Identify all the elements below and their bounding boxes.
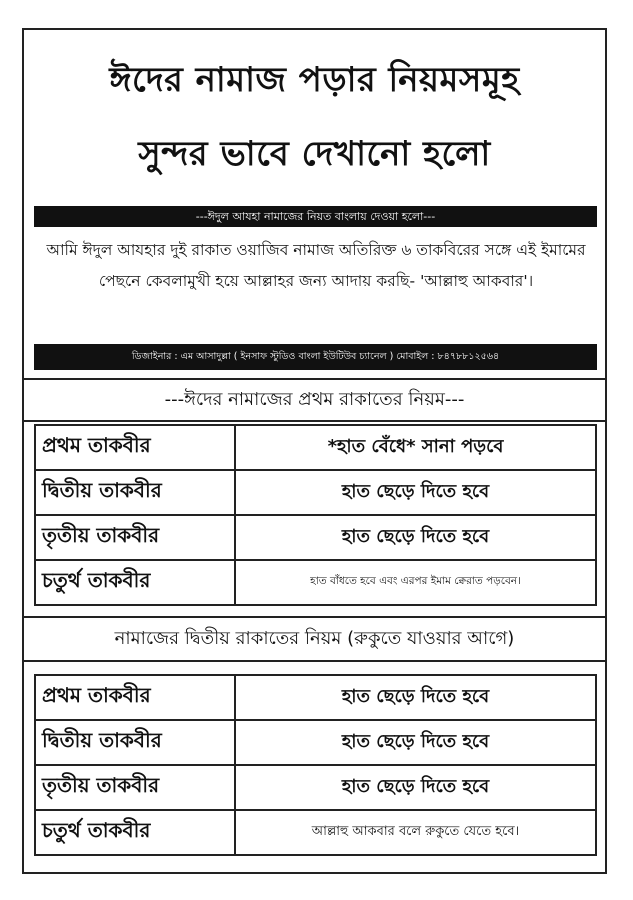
row-value: হাত ছেড়ে দিতে হবে	[235, 515, 596, 560]
poster-title-line1: ঈদের নামাজ পড়ার নিয়মসমূহ	[109, 60, 520, 100]
section2-heading: নামাজের দ্বিতীয় রাকাতের নিয়ম (রুকুতে যাওয়ার আগে)	[24, 616, 605, 662]
row-value: আল্লাহু আকবার বলে রুকুতে যেতে হবে।	[235, 810, 596, 855]
row-value: হাত ছেড়ে দিতে হবে	[235, 470, 596, 515]
row-label: দ্বিতীয় তাকবীর	[35, 720, 235, 765]
table-row	[35, 470, 596, 515]
row-value: হাত বাঁধতে হবে এবং এরপর ইমাম ক্বেরাত পড়বেন।	[235, 560, 596, 605]
table-row	[35, 810, 596, 855]
row-label: প্রথম তাকবীর	[35, 425, 235, 470]
poster-title-line2: সুন্দর ভাবে দেখানো হলো	[138, 134, 491, 174]
row-label: তৃতীয় তাকবীর	[35, 515, 235, 560]
row-value: হাত ছেড়ে দিতে হবে	[235, 675, 596, 720]
table-row	[35, 515, 596, 560]
row-value: *হাত বেঁধে* সানা পড়বে	[235, 425, 596, 470]
section2-table	[34, 674, 597, 856]
row-label: দ্বিতীয় তাকবীর	[35, 470, 235, 515]
poster-frame	[22, 28, 607, 874]
niyat-text: আমি ঈদুল আযহার দুই রাকাত ওয়াজিব নামাজ অতিরিক্ত ৬ তাকবিরের সঙ্গে এই ইমামের পেছনে কেবলামুখী হয়ে আল্লাহর জন্য আদায় করছি- 'আল্লাহু আকবার'।	[46, 241, 586, 290]
section1-table	[34, 424, 597, 606]
section1-heading: ---ঈদের নামাজের প্রথম রাকাতের নিয়ম---	[24, 378, 605, 422]
table-row	[35, 425, 596, 470]
credit-bar: ডিজাইনার : এম আসাদুল্লা ( ইনসাফ স্টুডিও বাংলা ইউটিউব চ্যানেল ) মোবাইল : ৮৪৭৮৮১২৫৬৪	[34, 344, 597, 370]
row-value: হাত ছেড়ে দিতে হবে	[235, 765, 596, 810]
table-row	[35, 720, 596, 765]
row-label: চতুর্থ তাকবীর	[35, 560, 235, 605]
row-label: চতুর্থ তাকবীর	[35, 810, 235, 855]
table-row	[35, 560, 596, 605]
table-row	[35, 765, 596, 810]
row-value: হাত ছেড়ে দিতে হবে	[235, 720, 596, 765]
row-label: তৃতীয় তাকবীর	[35, 765, 235, 810]
row-label: প্রথম তাকবীর	[35, 675, 235, 720]
niyat-header-bar: ---ঈদুল আযহা নামাজের নিয়ত বাংলায় দেওয়া হলো---	[34, 206, 597, 227]
table-row	[35, 675, 596, 720]
